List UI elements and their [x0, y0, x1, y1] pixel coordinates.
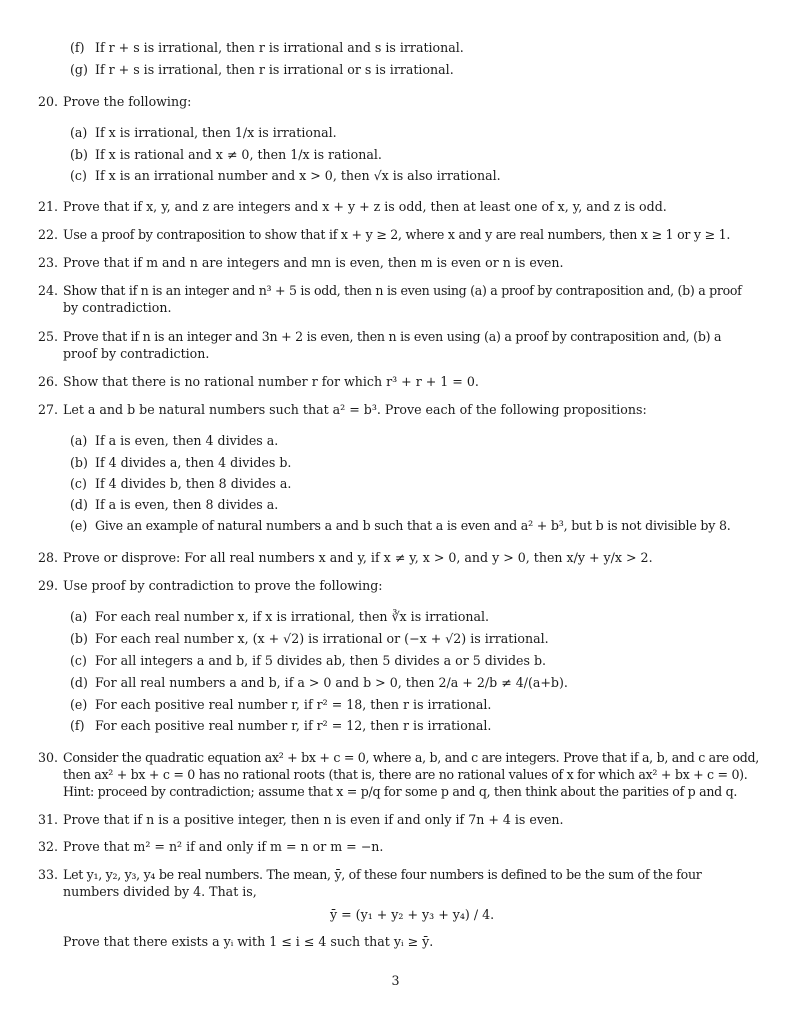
problem-33-conclusion: Prove that there exists a yᵢ with 1 ≤ i ≤ 4 such that yᵢ ≥ ȳ.: [63, 934, 434, 949]
problem-25-line-2: proof by contradiction.: [63, 346, 210, 361]
problem-29-item-e: For each positive real number r, if r² = 18, then r is irrational.: [95, 697, 492, 712]
problem-27-item-b: If 4 divides a, then 4 divides b.: [95, 455, 292, 470]
problem-30-line-1: Consider the quadratic equation ax² + bx + c = 0, where a, b, and c are integers. Prove that if a, b, and c are odd,: [63, 750, 759, 765]
problem-29-intro: Use proof by contradiction to prove the following:: [63, 578, 383, 593]
problem-number: 26.: [37, 374, 58, 389]
problem-26-text: Show that there is no rational number r for which r³ + r + 1 = 0.: [63, 374, 479, 389]
problem-23-text: Prove that if m and n are integers and mn is even, then m is even or n is even.: [63, 255, 564, 270]
problem-29-item-b: For each real number x, (x + √2) is irrational or (−x + √2) is irrational.: [95, 631, 549, 646]
item-label: (e): [70, 518, 88, 533]
item-label: (c): [70, 168, 87, 183]
item-label: (f): [70, 718, 85, 733]
item-label: (b): [70, 631, 88, 646]
problem-25-line-1: Prove that if n is an integer and 3n + 2 is even, then n is even using (a) a proof by contraposition and, (b) a: [63, 329, 722, 344]
problem-number: 25.: [37, 329, 58, 344]
problem-20-item-c: If x is an irrational number and x > 0, then √x is also irrational.: [95, 168, 501, 183]
problem-21-text: Prove that if x, y, and z are integers and x + y + z is odd, then at least one of x, y, and z is odd.: [63, 199, 667, 214]
problem-30-line-2: then ax² + bx + c = 0 has no rational roots (that is, there are no rational values of x for which ax² + bx + c = 0).: [63, 767, 748, 782]
item-label: (c): [70, 653, 87, 668]
problem-29-item-a: For each real number x, if x is irrational, then ∛x is irrational.: [95, 609, 490, 624]
problem-number: 23.: [37, 255, 58, 270]
problem-number: 33.: [37, 867, 58, 882]
item-label: (e): [70, 697, 88, 712]
page-number: 3: [391, 973, 400, 988]
item-label: (a): [70, 125, 88, 140]
problem-number: 30.: [37, 750, 58, 765]
problem-19-item-f: If r + s is irrational, then r is irrational and s is irrational.: [95, 40, 464, 55]
item-label: (a): [70, 609, 88, 624]
problem-27-item-e: Give an example of natural numbers a and b such that a is even and a² + b³, but b is not divisible by 8.: [95, 518, 731, 533]
item-label: (b): [70, 455, 88, 470]
problem-20-intro: Prove the following:: [63, 94, 192, 109]
problem-27-item-d: If a is even, then 8 divides a.: [95, 497, 279, 512]
problem-30-line-3: Hint: proceed by contradiction; assume that x = p/q for some p and q, then think about the parities of p and q.: [63, 784, 738, 799]
item-label: (c): [70, 476, 87, 491]
problem-number: 31.: [37, 812, 58, 827]
problem-number: 32.: [37, 839, 58, 854]
problem-27-item-c: If 4 divides b, then 8 divides a.: [95, 476, 292, 491]
problem-29-item-c: For all integers a and b, if 5 divides ab, then 5 divides a or 5 divides b.: [95, 653, 547, 668]
problem-28-text: Prove or disprove: For all real numbers x and y, if x ≠ y, x > 0, and y > 0, then x/y + y/x > 2.: [63, 550, 653, 565]
problem-19-item-g: If r + s is irrational, then r is irrational or s is irrational.: [95, 62, 454, 77]
item-label: (b): [70, 147, 88, 162]
problem-33-line-2: numbers divided by 4. That is,: [63, 884, 257, 899]
problem-29-item-d: For all real numbers a and b, if a > 0 and b > 0, then 2/a + 2/b ≠ 4/(a+b).: [95, 675, 568, 690]
problem-24-line-1: Show that if n is an integer and n³ + 5 is odd, then n is even using (a) a proof by contraposition and, (b) a proof: [63, 283, 742, 298]
problem-number: 24.: [37, 283, 58, 298]
problem-number: 28.: [37, 550, 58, 565]
problem-24-line-2: by contradiction.: [63, 300, 172, 315]
problem-number: 20.: [37, 94, 58, 109]
item-label: (g): [70, 62, 88, 77]
problem-22-text: Use a proof by contraposition to show that if x + y ≥ 2, where x and y are real numbers, then x ≥ 1 or y ≥ 1.: [63, 227, 731, 242]
problem-27-intro: Let a and b be natural numbers such that a² = b³. Prove each of the following propositions:: [63, 402, 647, 417]
problem-33-line-1: Let y₁, y₂, y₃, y₄ be real numbers. The mean, ȳ, of these four numbers is defined to be the sum of the four: [63, 867, 702, 882]
problem-27-item-a: If a is even, then 4 divides a.: [95, 433, 279, 448]
item-label: (d): [70, 675, 88, 690]
item-label: (f): [70, 40, 85, 55]
problem-31-text: Prove that if n is a positive integer, then n is even if and only if 7n + 4 is even.: [63, 812, 564, 827]
problem-number: 22.: [37, 227, 58, 242]
problem-20-item-b: If x is rational and x ≠ 0, then 1/x is rational.: [95, 147, 382, 162]
problem-29-item-f: For each positive real number r, if r² = 12, then r is irrational.: [95, 718, 492, 733]
item-label: (a): [70, 433, 88, 448]
problem-number: 29.: [37, 578, 58, 593]
problem-32-text: Prove that m² = n² if and only if m = n or m = −n.: [63, 839, 384, 854]
problem-number: 27.: [37, 402, 58, 417]
item-label: (d): [70, 497, 88, 512]
problem-20-item-a: If x is irrational, then 1/x is irrational.: [95, 125, 337, 140]
problem-number: 21.: [37, 199, 58, 214]
mean-formula: ȳ = (y₁ + y₂ + y₃ + y₄) / 4.: [330, 907, 495, 922]
